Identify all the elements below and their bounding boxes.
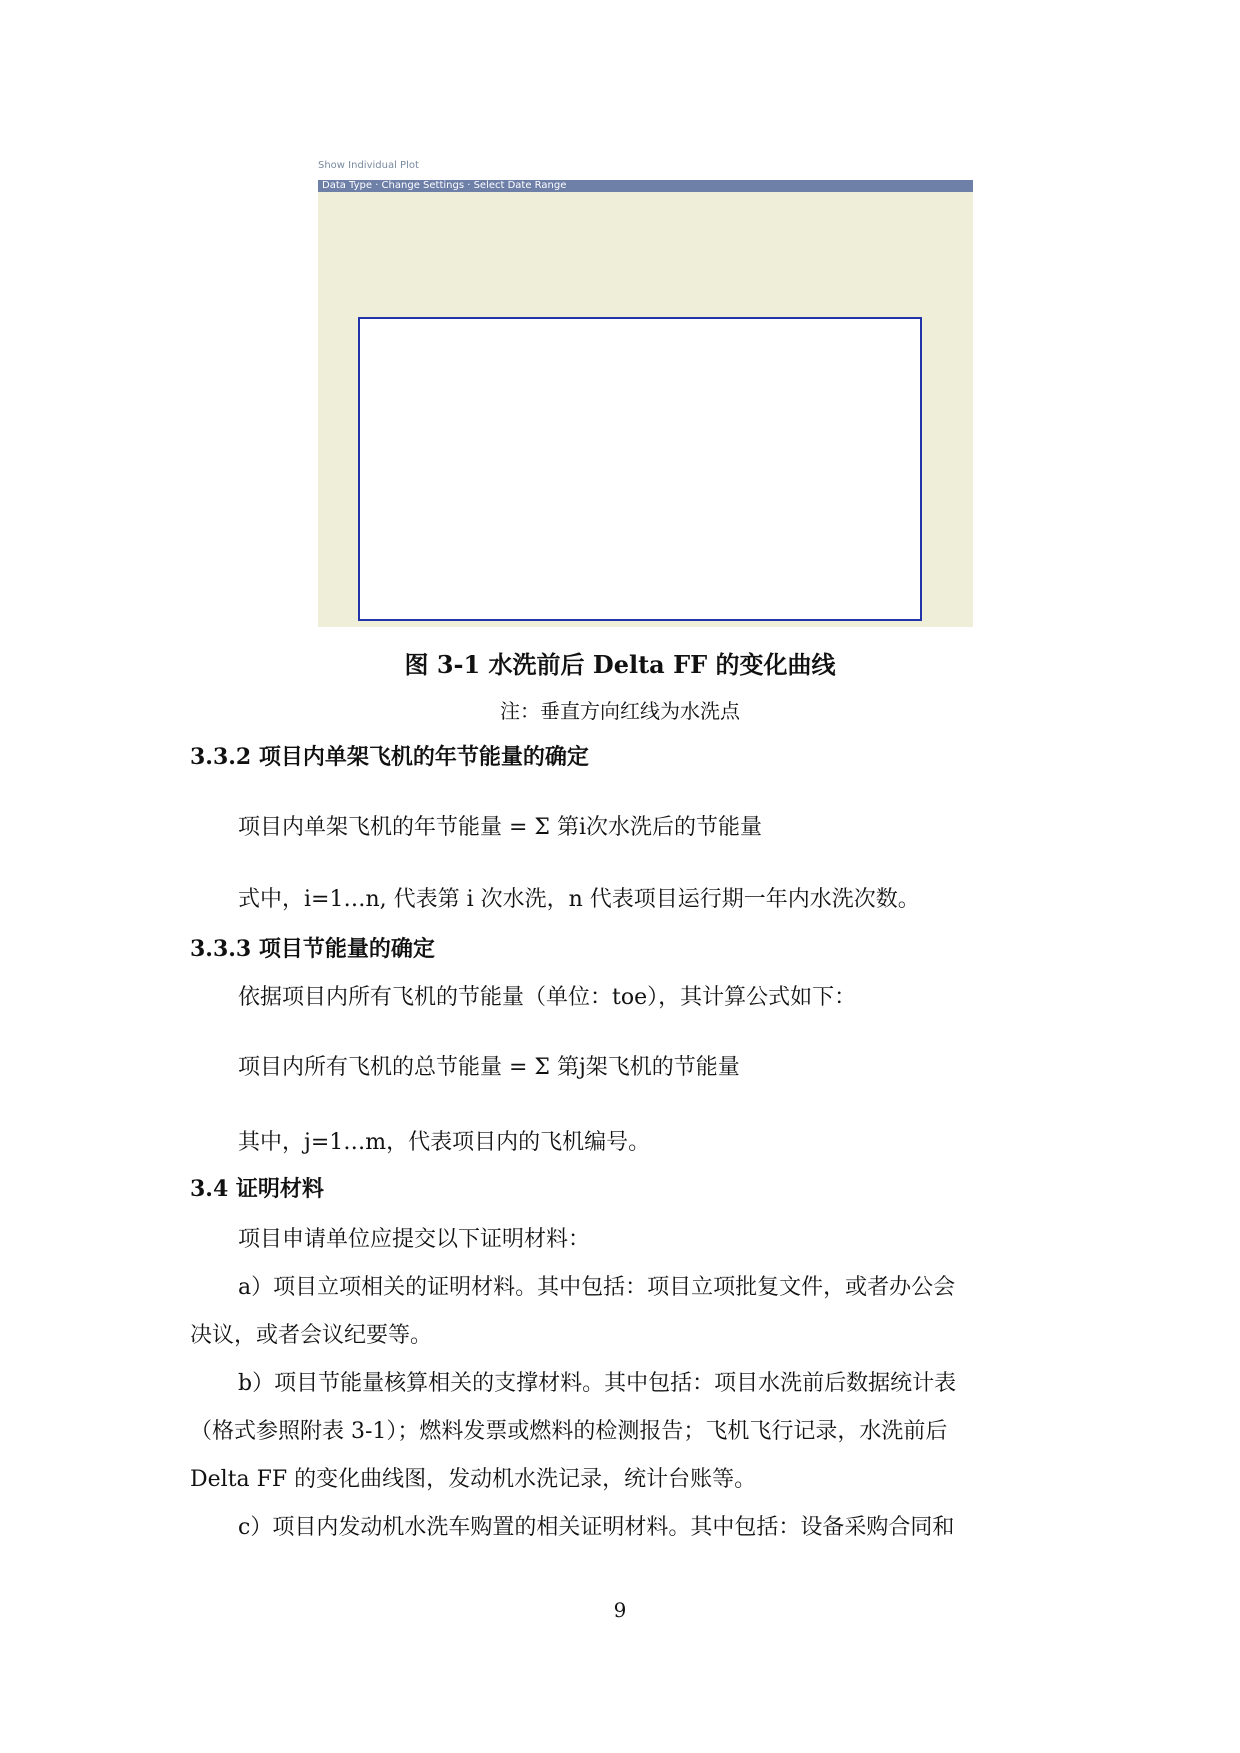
para-9: Delta FF 的变化曲线图，发动机水洗记录，统计台账等。: [190, 1467, 757, 1492]
page-number: 9: [613, 1598, 627, 1622]
para-2: 依据项目内所有飞机的节能量（单位：toe），其计算公式如下：: [238, 985, 857, 1010]
heading-332: 3.3.2 项目内单架飞机的年节能量的确定: [190, 744, 589, 770]
para-3: 其中，j=1…m，代表项目内的飞机编号。: [238, 1130, 651, 1155]
para-10: c）项目内发动机水洗车购置的相关证明材料。其中包括：设备采购合同和: [238, 1515, 955, 1540]
para-4: 项目申请单位应提交以下证明材料：: [238, 1227, 591, 1252]
figure-caption: 图 3-1 水洗前后 Delta FF 的变化曲线: [404, 650, 836, 679]
note: 注：垂直方向红线为水洗点: [500, 699, 740, 723]
para-7: b）项目节能量核算相关的支撑材料。其中包括：项目水洗前后数据统计表: [238, 1371, 957, 1396]
plot-ui: [318, 152, 973, 627]
para-6: 决议，或者会议纪要等。: [190, 1323, 433, 1348]
para-5: a）项目立项相关的证明材料。其中包括：项目立项批复文件，或者办公会: [238, 1275, 956, 1300]
para-1: 式中，i=1…n, 代表第 i 次水洗，n 代表项目运行期一年内水洗次数。: [238, 887, 920, 912]
formula-1: 项目内单架飞机的年节能量 = Σ 第i次水洗后的节能量: [238, 815, 763, 840]
heading-333: 3.3.3 项目节能量的确定: [190, 936, 435, 962]
chart-area: [358, 317, 922, 621]
settings-bar: Data Type · Change Settings · Select Date Range: [318, 180, 973, 192]
formula-2: 项目内所有飞机的总节能量 = Σ 第j架飞机的节能量: [238, 1055, 740, 1080]
para-8: （格式参照附表 3-1）；燃料发票或燃料的检测报告；飞机飞行记录，水洗前后: [190, 1419, 948, 1444]
heading-34: 3.4 证明材料: [190, 1176, 324, 1202]
show-plot[interactable]: Show Individual Plot: [318, 152, 973, 180]
